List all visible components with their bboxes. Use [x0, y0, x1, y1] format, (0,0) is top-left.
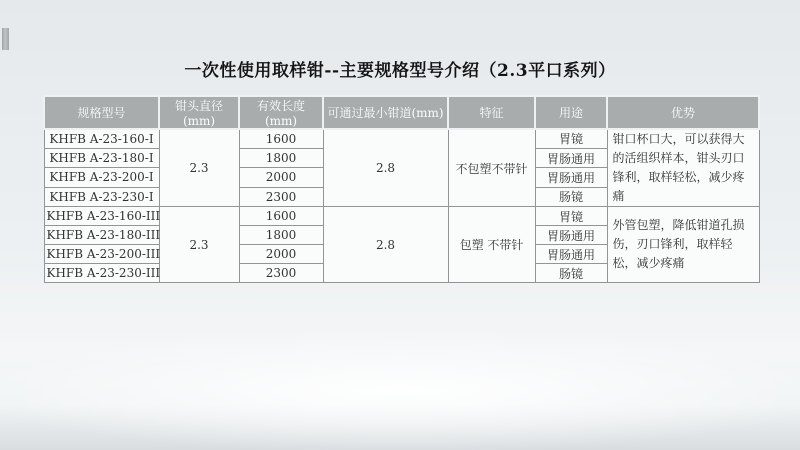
header-length: 有效长度(mm) — [239, 96, 323, 129]
feature-cell: 不包塑不带针 — [448, 129, 535, 207]
advantage-cell: 外管包塑，降低钳道孔损伤，刃口锋利，取样轻松，减少疼痛 — [607, 207, 759, 283]
usage-cell: 胃镜 — [535, 207, 607, 226]
header-model: 规格型号 — [44, 96, 159, 129]
usage-cell: 肠镜 — [535, 187, 607, 206]
model-cell: KHFB A-23-180-I — [44, 148, 159, 167]
table-header-row — [44, 96, 759, 129]
length-cell: 2000 — [239, 168, 323, 187]
length-cell: 1600 — [239, 129, 323, 148]
header-feature: 特征 — [448, 96, 535, 129]
header-usage: 用途 — [535, 96, 607, 129]
slide-edge-tab — [2, 28, 9, 50]
min-channel-cell: 2.8 — [323, 129, 448, 207]
usage-cell: 胃肠通用 — [535, 148, 607, 167]
model-cell: KHFB A-23-160-III — [44, 207, 159, 226]
min-channel-cell: 2.8 — [323, 207, 448, 283]
spec-table — [43, 95, 760, 283]
usage-cell: 胃肠通用 — [535, 245, 607, 264]
usage-cell: 胃肠通用 — [535, 168, 607, 187]
model-cell: KHFB A-23-200-III — [44, 245, 159, 264]
length-cell: 2300 — [239, 187, 323, 206]
header-min-channel: 可通过最小钳道(mm) — [323, 96, 448, 129]
table-row — [44, 207, 759, 226]
length-cell: 1800 — [239, 148, 323, 167]
header-diameter: 钳头直径(mm) — [159, 96, 239, 129]
length-cell: 1800 — [239, 226, 323, 245]
model-cell: KHFB A-23-160-I — [44, 129, 159, 148]
model-cell: KHFB A-23-230-I — [44, 187, 159, 206]
usage-cell: 肠镜 — [535, 264, 607, 283]
length-cell: 2300 — [239, 264, 323, 283]
usage-cell: 胃镜 — [535, 129, 607, 148]
slide-title: 一次性使用取样钳--主要规格型号介绍（2.3平口系列） — [184, 61, 616, 81]
model-cell: KHFB A-23-230-III — [44, 264, 159, 283]
diameter-cell: 2.3 — [159, 207, 239, 283]
length-cell: 1600 — [239, 207, 323, 226]
model-cell: KHFB A-23-200-I — [44, 168, 159, 187]
table-row — [44, 129, 759, 148]
feature-cell: 包塑 不带针 — [448, 207, 535, 283]
length-cell: 2000 — [239, 245, 323, 264]
model-cell: KHFB A-23-180-III — [44, 226, 159, 245]
header-advantage: 优势 — [607, 96, 759, 129]
diameter-cell: 2.3 — [159, 129, 239, 207]
usage-cell: 胃肠通用 — [535, 226, 607, 245]
advantage-cell: 钳口杯口大，可以获得大的活组织样本，钳头刃口锋利，取样轻松，减少疼痛 — [607, 129, 759, 207]
